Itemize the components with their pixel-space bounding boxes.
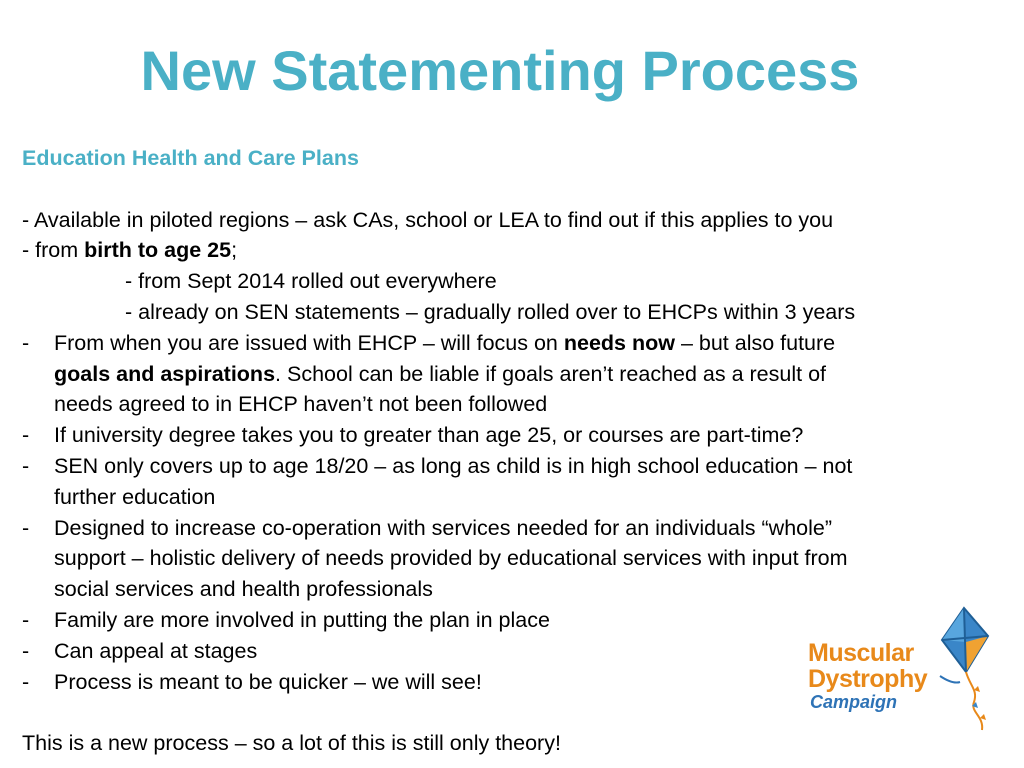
intro-line-2 bbox=[22, 235, 1017, 266]
bullet-line bbox=[54, 513, 1017, 544]
logo-line-campaign: Campaign bbox=[810, 692, 898, 712]
bullet-line bbox=[54, 451, 1017, 482]
intro-bold-text: birth to age 25 bbox=[84, 238, 232, 263]
bullet-text: social services and health professionals bbox=[54, 577, 433, 602]
bullet-dash: - bbox=[22, 515, 30, 540]
bullet-dash: - bbox=[22, 607, 30, 632]
bullet-text: Process is meant to be quicker – we will see! bbox=[54, 669, 482, 694]
bullet-text: – but also future bbox=[674, 330, 836, 355]
bullet-text: If university degree takes you to greater than age 25, or courses are part-time? bbox=[54, 423, 804, 448]
bullet-item bbox=[22, 513, 1017, 605]
kite-icon bbox=[926, 606, 994, 736]
logo-line-dystrophy: Dystrophy bbox=[808, 665, 928, 693]
bullet-dash: - bbox=[22, 638, 30, 663]
logo-wordmark bbox=[808, 640, 927, 712]
closing-text: This is a new process – so a lot of this is still only theory! bbox=[22, 731, 561, 756]
bullet-text: further education bbox=[54, 484, 216, 509]
bullet-dash: - bbox=[22, 330, 30, 355]
muscular-dystrophy-campaign-logo bbox=[808, 606, 994, 736]
bullet-item bbox=[22, 328, 1017, 420]
intro-text: - Available in piloted regions – ask CAs, school or LEA to find out if this applies to you bbox=[22, 207, 834, 232]
bullet-dash: - bbox=[22, 453, 30, 478]
bullet-line bbox=[54, 359, 1017, 390]
bullet-line bbox=[54, 574, 1017, 605]
intro-text: - from bbox=[22, 238, 85, 263]
bullet-text: Can appeal at stages bbox=[54, 638, 258, 663]
bullet-text: From when you are issued with EHCP – will focus on bbox=[54, 330, 564, 355]
bullet-dash: - bbox=[22, 669, 30, 694]
bullet-text: . School can be liable if goals aren’t reached as a result of bbox=[275, 361, 827, 386]
slide-title: New Statementing Process bbox=[140, 39, 860, 102]
bullet-text: SEN only covers up to age 18/20 – as long as child is in high school education – not bbox=[54, 453, 853, 478]
bullet-text: support – holistic delivery of needs provided by educational services with input from bbox=[54, 546, 848, 571]
bullet-item bbox=[22, 451, 1017, 513]
intro-line-1 bbox=[22, 205, 1017, 236]
bullet-line bbox=[54, 482, 1017, 513]
slide-subtitle: Education Health and Care Plans bbox=[22, 146, 359, 170]
bullet-bold-text: goals and aspirations bbox=[54, 361, 276, 386]
sub-point: - from Sept 2014 rolled out everywhere bbox=[125, 269, 497, 294]
bullet-text: needs agreed to in EHCP haven’t not been followed bbox=[54, 392, 548, 417]
bullet-dash: - bbox=[22, 423, 30, 448]
spacer bbox=[22, 174, 1017, 205]
logo-line-muscular: Muscular bbox=[808, 639, 914, 667]
bullet-line bbox=[54, 328, 1017, 359]
bullet-text: Family are more involved in putting the plan in place bbox=[54, 607, 550, 632]
bullet-text: Designed to increase co-operation with services needed for an individuals “whole” bbox=[54, 515, 833, 540]
bullet-line bbox=[54, 543, 1017, 574]
sub-point: - already on SEN statements – gradually rolled over to EHCPs within 3 years bbox=[125, 299, 856, 324]
bullet-line bbox=[54, 420, 1017, 451]
bullet-bold-text: needs now bbox=[563, 330, 675, 355]
bullet-item bbox=[22, 420, 1017, 451]
bullet-line bbox=[54, 389, 1017, 420]
intro-text: ; bbox=[231, 238, 238, 263]
